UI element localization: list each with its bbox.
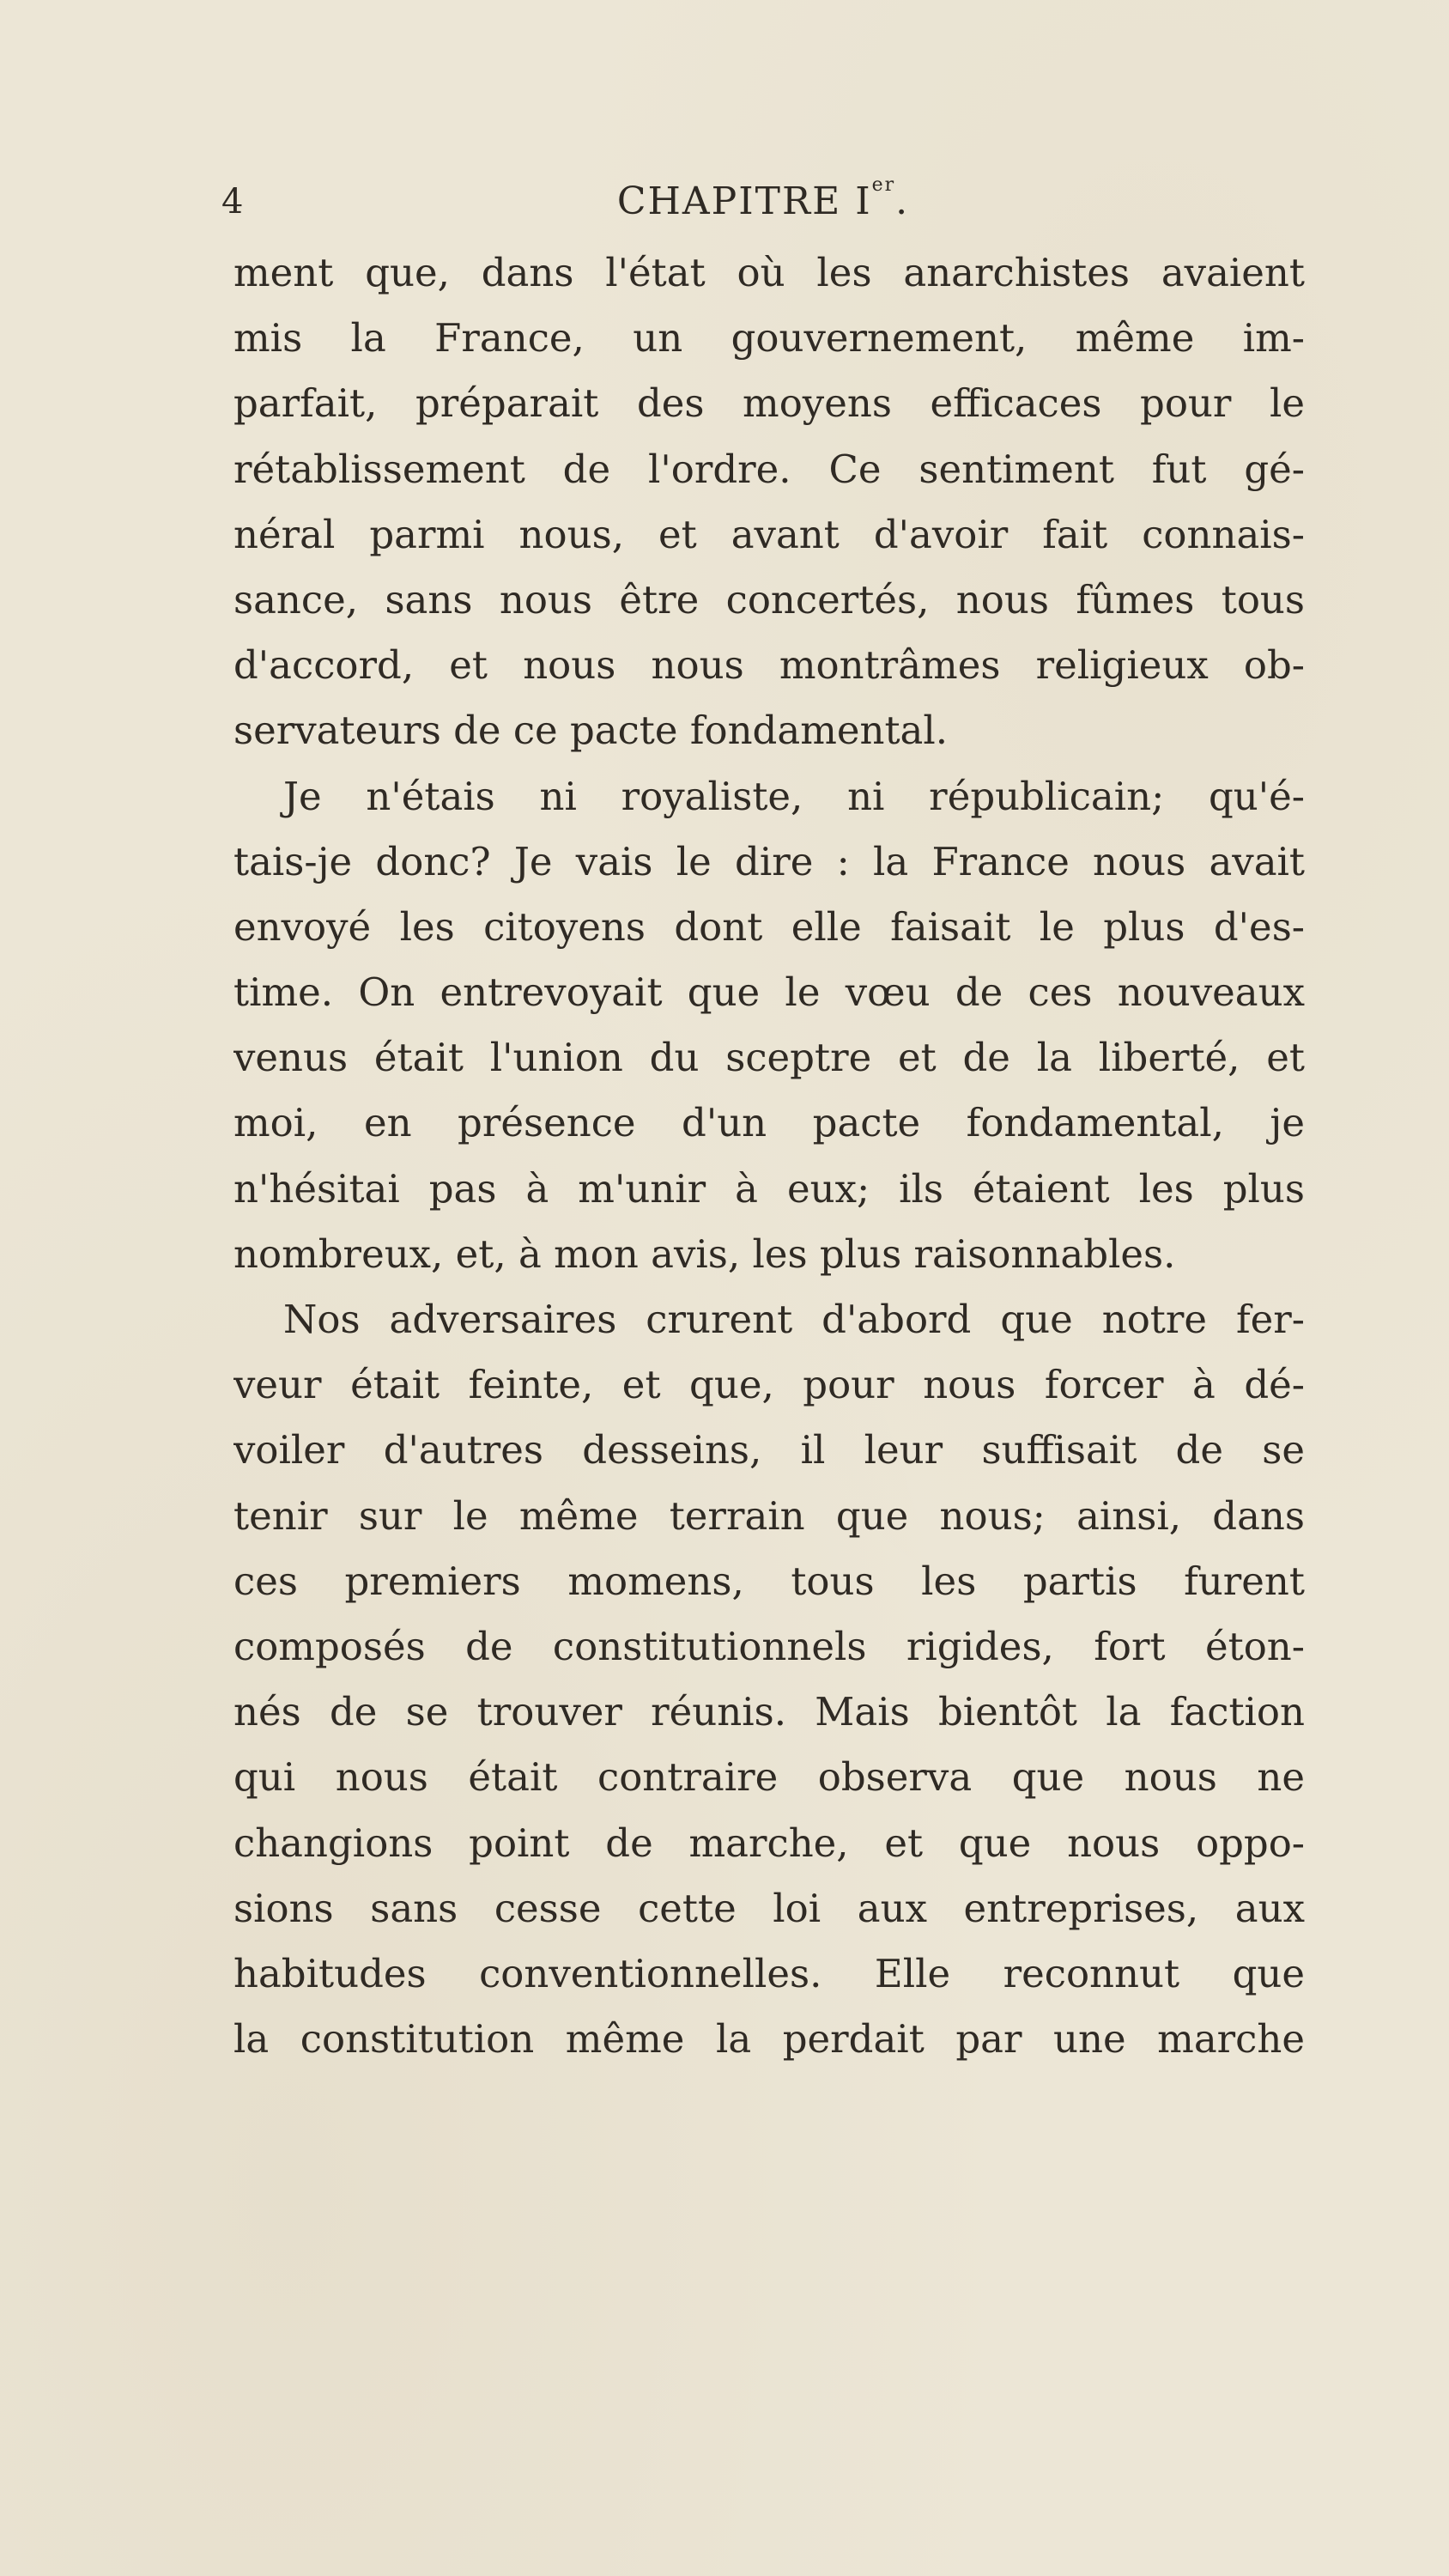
text-line: tenir sur le même terrain que nous; ainsi, dans [233,1492,1305,1539]
text-line: parfait, préparait des moyens efficaces pour le [233,380,1305,427]
text-line: habitudes conventionnelles. Elle reconnut que [233,1950,1305,1996]
paragraph-start-line: Nos adversaires crurent d'abord que notre fer- [283,1297,1305,1342]
text-line: ces premiers momens, tous les partis furent [233,1558,1305,1604]
text-line: envoyé les citoyens dont elle faisait le plus d'es- [233,903,1305,950]
text-line: time. On entrevoyait que le vœu de ces nouveaux [233,969,1305,1016]
paragraph-end-line: servateurs de ce pacte fondamental. [233,708,949,754]
text-line: tais-je donc? Je vais le dire : la France nous avait [233,838,1305,884]
text-line: sance, sans nous être concertés, nous fûmes tous [233,576,1305,623]
paragraph-start-line: Je n'étais ni royaliste, ni républicain; qu'é- [283,773,1305,819]
text-line: voiler d'autres desseins, il leur suffisait de se [233,1427,1305,1473]
text-line: mis la France, un gouvernement, même im- [233,315,1305,361]
page-number: 4 [221,182,244,222]
text-line: nés de se trouver réunis. Mais bientôt la faction [233,1689,1305,1735]
text-line: venus était l'union du sceptre et de la liberté, et [233,1035,1305,1081]
chapter-title-period: . [895,179,910,223]
chapter-title-superscript: er [871,174,896,196]
running-head [221,176,1305,228]
text-line: changions point de marche, et que nous oppo- [233,1820,1305,1866]
text-line: sions sans cesse cette loi aux entreprises, aux [233,1885,1305,1931]
text-line: ment que, dans l'état où les anarchistes avaient [233,250,1305,295]
text-line: moi, en présence d'un pacte fondamental, je [233,1100,1305,1146]
text-line: la constitution même la perdait par une marche [233,2016,1305,2063]
text-line: rétablissement de l'ordre. Ce sentiment fut gé- [233,446,1305,492]
paragraph-end-line: nombreux, et, à mon avis, les plus raisonnables. [233,1230,1176,1277]
text-line: d'accord, et nous nous montrâmes religieux ob- [233,642,1305,689]
text-line: néral parmi nous, et avant d'avoir fait connais- [233,511,1305,557]
text-line: n'hésitai pas à m'unir à eux; ils étaient les plus [233,1165,1305,1212]
text-line: veur était feinte, et que, pour nous forcer à dé- [233,1362,1305,1408]
body-text [233,240,1305,2072]
text-line: qui nous était contraire observa que nous ne [233,1754,1305,1801]
chapter-title: CHAPITRE I [616,179,872,223]
chapter-heading [221,176,1305,228]
text-line: composés de constitutionnels rigides, fort éton- [233,1623,1305,1669]
